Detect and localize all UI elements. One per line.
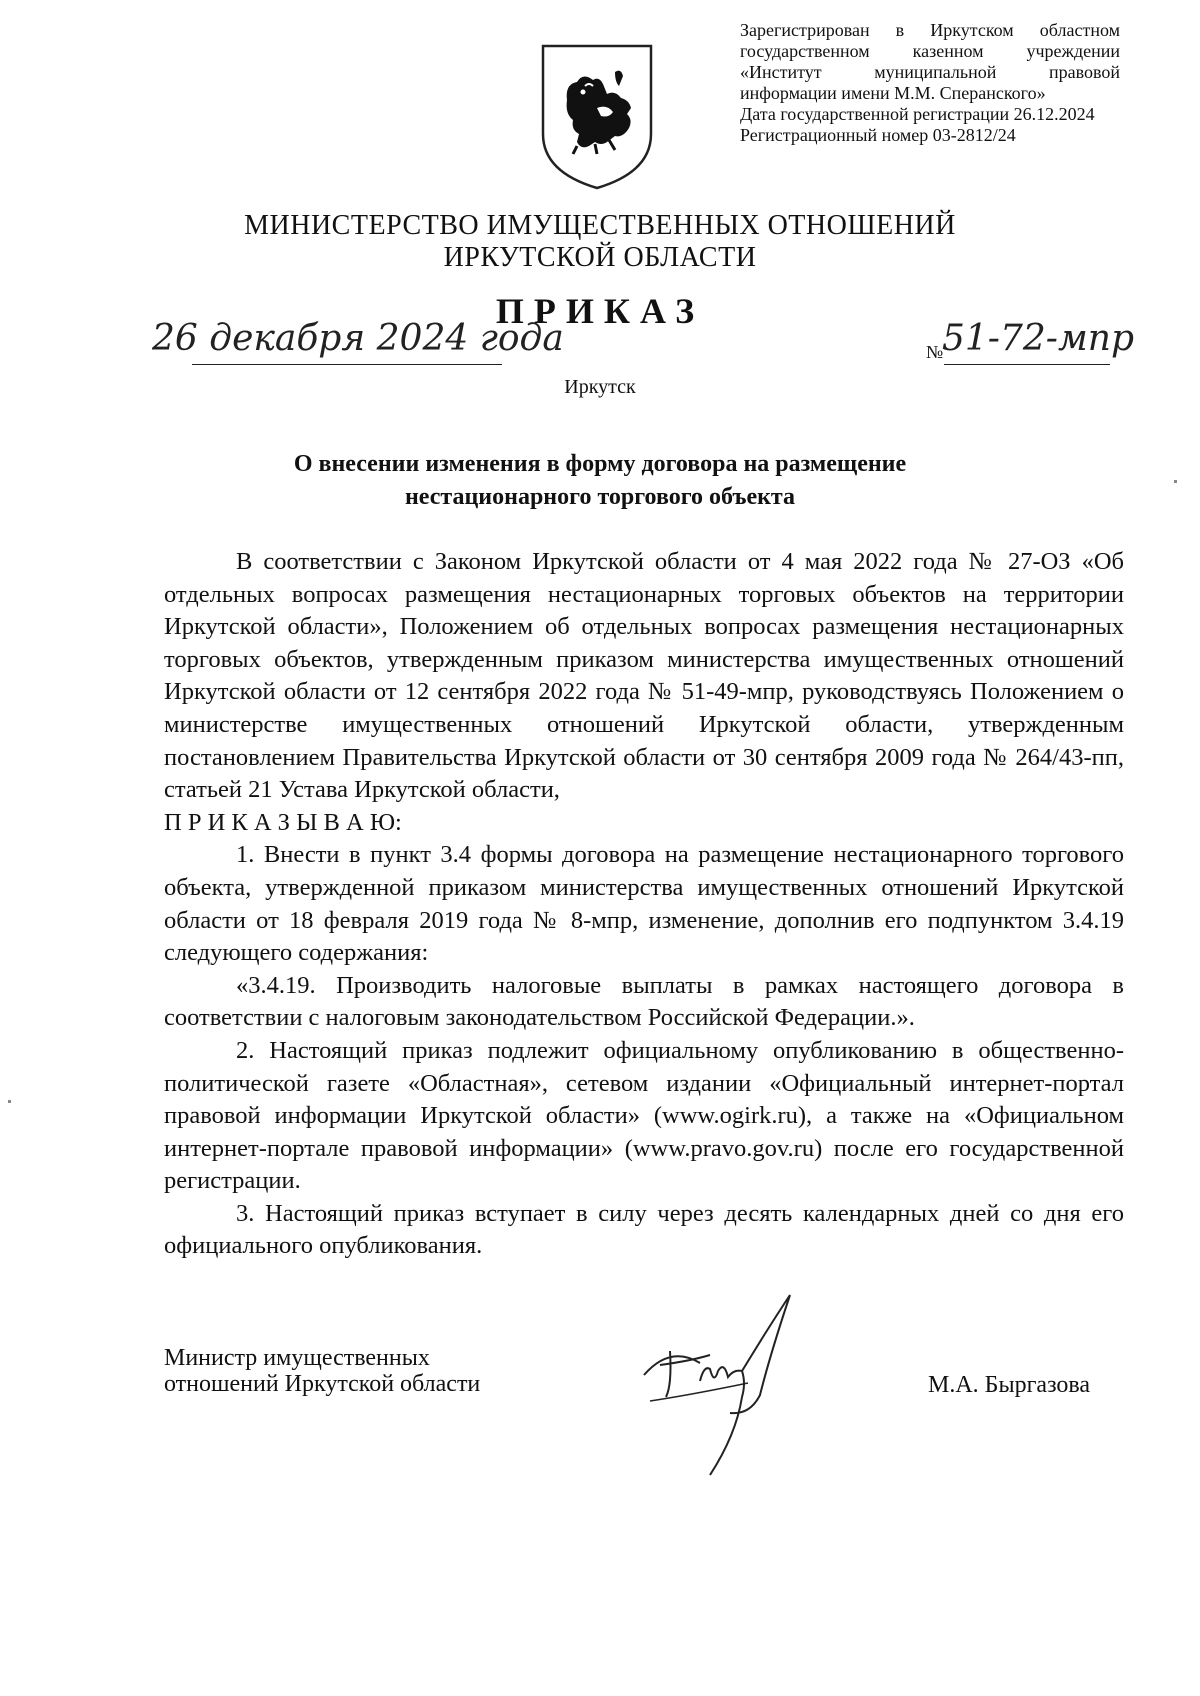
order-subject (150, 448, 1050, 514)
ministry-name-line2: ИРКУТСКОЙ ОБЛАСТИ (443, 242, 757, 273)
position-line1: Министр имущественных (164, 1345, 430, 1371)
order-number-handwritten: 51-72-мпр (942, 318, 1135, 359)
scan-speck (1174, 480, 1177, 483)
item-1-quote: «3.4.19. Производить налоговые выплаты в рамках настоящего договора в соответствии с налоговым законодательством Российской Федерации.». (164, 971, 1124, 1032)
document-type-title: ПРИКАЗ (495, 291, 705, 331)
registration-line: Зарегистрирован в Иркутском областном (740, 20, 1120, 40)
subject-line2: нестационарного торгового объекта (404, 484, 796, 510)
signatory-position (164, 1345, 480, 1397)
signatory-name: М.А. Быргазова (928, 1372, 1091, 1398)
number-sign: № (926, 342, 944, 362)
date-underline (192, 364, 502, 365)
registration-date: Дата государственной регистрации 26.12.2024 (740, 104, 1095, 124)
registration-line: государственном казенном учреждении (740, 41, 1120, 61)
item-2-paragraph: 2. Настоящий приказ подлежит официальному опубликованию в общественно-политической газете «Областная», сетевом издании «Официальный интернет-портал правовой информации Иркутской области» (www.ogirk.ru), а также на «Официальном интернет-портале правовой информации» (www.pravo.gov.ru) после его государственной регистрации. (164, 1036, 1124, 1195)
registration-number: Регистрационный номер 03-2812/24 (740, 125, 1016, 145)
city-name: Иркутск (564, 376, 636, 398)
handwritten-signature-icon (630, 1285, 850, 1485)
registration-line: «Институт муниципальной правовой (740, 62, 1120, 82)
scan-speck (8, 1100, 11, 1103)
position-line2: отношений Иркутской области (164, 1371, 481, 1397)
order-date-handwritten: 26 декабря 2024 года (152, 318, 564, 359)
preamble-paragraph: В соответствии с Законом Иркутской области от 4 мая 2022 года № 27-ОЗ «Об отдельных вопросах размещения нестационарных торговых объектов на территории Иркутской области», Положением об отдельных вопросах размещения нестационарных торговых объектов, утвержденным приказом министерства имущественных отношений Иркутской области от 12 сентября 2022 года № 51-49-мпр, руководствуясь Положением о министерстве имущественных отношений Иркутской области, утвержденным постановлением Правительства Иркутской области от 30 сентября 2009 года № 264/43-пп, статьей 21 Устава Иркутской области, (164, 548, 1124, 804)
number-underline (944, 364, 1110, 365)
order-body (164, 546, 1124, 1263)
ministry-name-line1: МИНИСТЕРСТВО ИМУЩЕСТВЕННЫХ ОТНОШЕНИЙ (244, 210, 956, 241)
registration-stamp (740, 20, 1120, 146)
order-word: П Р И К А З Ы В А Ю: (164, 808, 402, 836)
irkutsk-coat-of-arms-icon (537, 42, 657, 192)
registration-line: информации имени М.М. Сперанского» (740, 83, 1046, 103)
subject-line1: О внесении изменения в форму договора на размещение (293, 451, 907, 477)
item-3-paragraph: 3. Настоящий приказ вступает в силу через десять календарных дней со дня его официального опубликования. (164, 1199, 1124, 1260)
item-1-paragraph: 1. Внести в пункт 3.4 формы договора на размещение нестационарного торгового объекта, утвержденной приказом министерства имущественных отношений Иркутской области от 18 февраля 2019 года № 8-мпр, изменение, дополнив его подпунктом 3.4.19 следующего содержания: (164, 841, 1124, 967)
